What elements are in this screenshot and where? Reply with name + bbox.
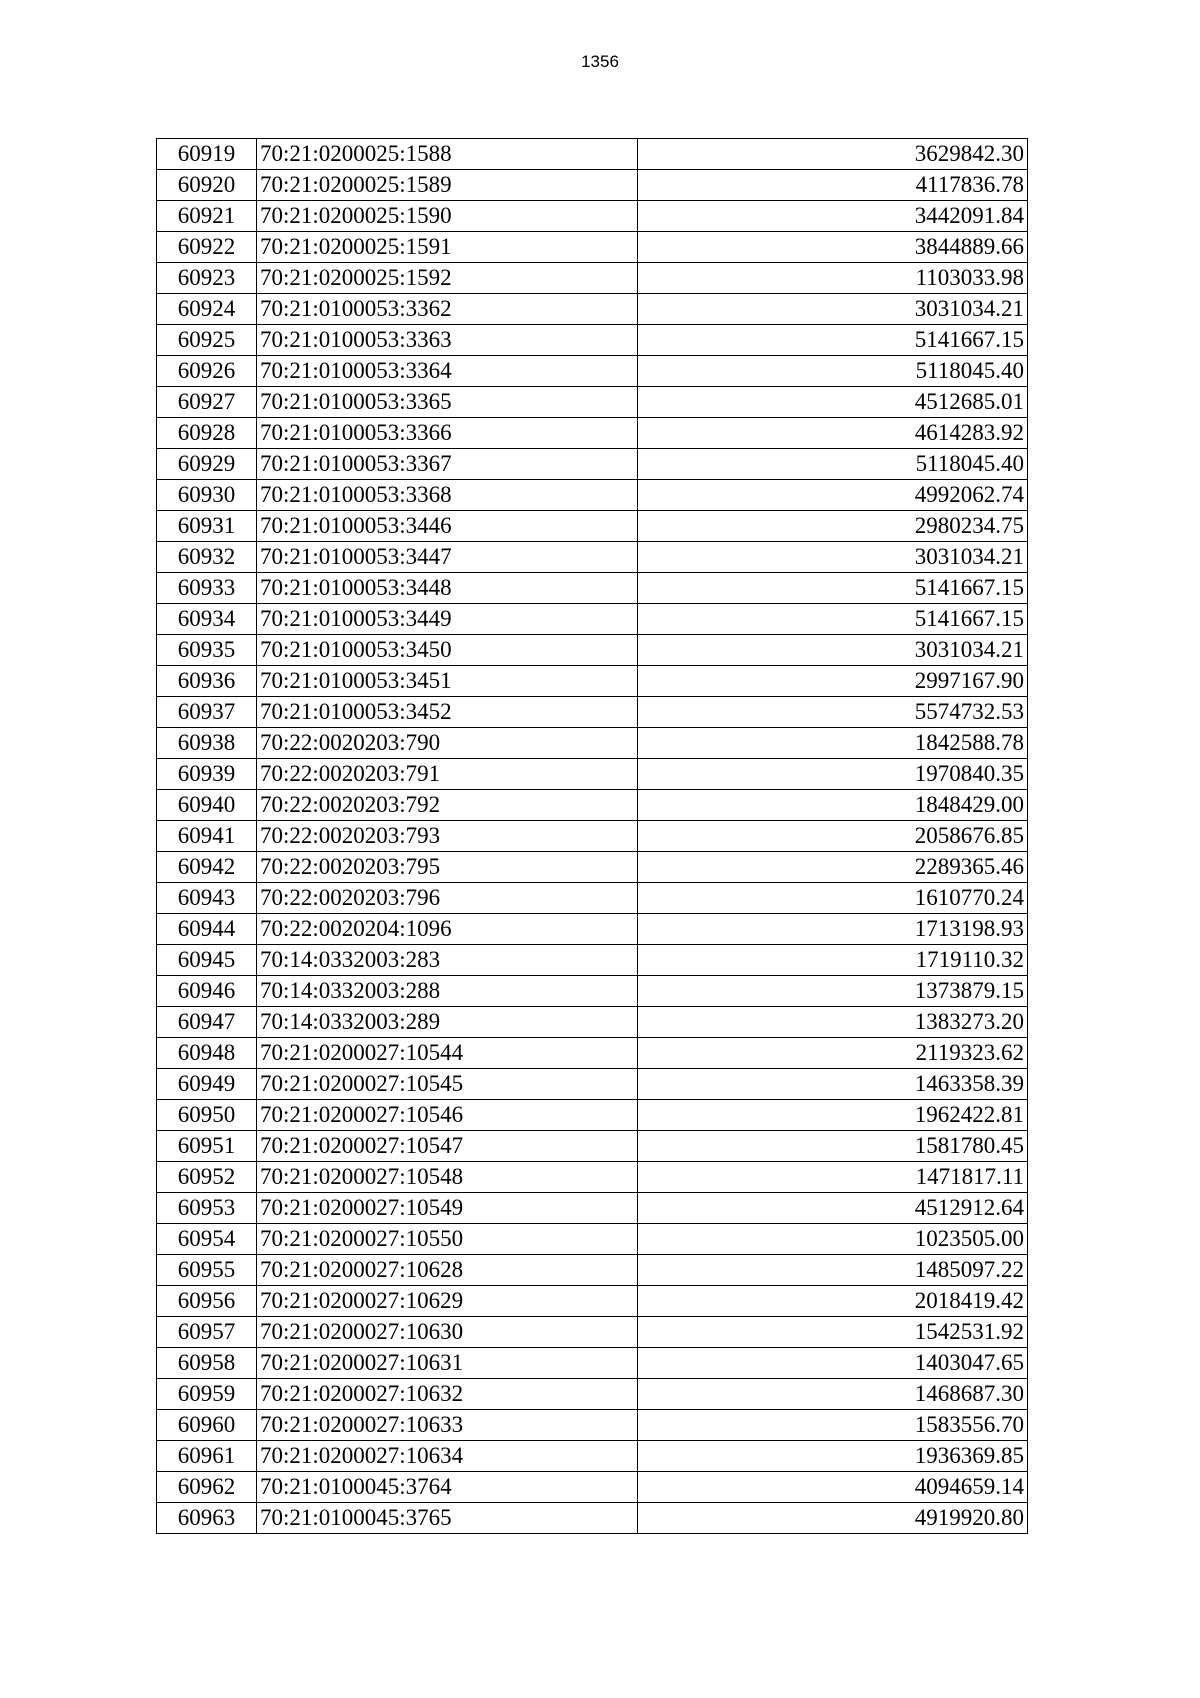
value-cell: 1373879.15 [638,976,1028,1007]
cadastral-number-cell: 70:21:0200027:10633 [257,1410,638,1441]
table-row [157,604,1028,635]
table-row [157,387,1028,418]
cadastral-number-cell: 70:14:0332003:288 [257,976,638,1007]
cadastral-number-cell: 70:21:0200027:10629 [257,1286,638,1317]
row-number-cell: 60928 [157,418,257,449]
table-row [157,1348,1028,1379]
value-cell: 5141667.15 [638,325,1028,356]
cadastral-number-cell: 70:21:0200027:10547 [257,1131,638,1162]
row-number-cell: 60951 [157,1131,257,1162]
row-number-cell: 60925 [157,325,257,356]
page-number: 1356 [581,52,619,71]
cadastral-number-cell: 70:21:0100053:3448 [257,573,638,604]
value-cell: 4094659.14 [638,1472,1028,1503]
cadastral-number-cell: 70:22:0020203:790 [257,728,638,759]
cadastral-number-cell: 70:22:0020203:793 [257,821,638,852]
table-row [157,263,1028,294]
row-number-cell: 60930 [157,480,257,511]
table-row [157,573,1028,604]
value-cell: 3629842.30 [638,139,1028,170]
table-row [157,1379,1028,1410]
row-number-cell: 60960 [157,1410,257,1441]
value-cell: 2980234.75 [638,511,1028,542]
table-row [157,1224,1028,1255]
table-row [157,542,1028,573]
table-row [157,139,1028,170]
table-row [157,914,1028,945]
row-number-cell: 60926 [157,356,257,387]
cadastral-number-cell: 70:21:0100053:3365 [257,387,638,418]
row-number-cell: 60938 [157,728,257,759]
table-row [157,1410,1028,1441]
value-cell: 5141667.15 [638,573,1028,604]
row-number-cell: 60920 [157,170,257,201]
table-row [157,201,1028,232]
cadastral-number-cell: 70:21:0100053:3368 [257,480,638,511]
table-row [157,294,1028,325]
value-cell: 3031034.21 [638,294,1028,325]
table-row [157,480,1028,511]
value-cell: 1848429.00 [638,790,1028,821]
table-row [157,635,1028,666]
cadastral-number-cell: 70:22:0020203:792 [257,790,638,821]
table-row [157,511,1028,542]
table-row [157,883,1028,914]
table-row [157,976,1028,1007]
cadastral-number-cell: 70:21:0100053:3452 [257,697,638,728]
value-cell: 1610770.24 [638,883,1028,914]
row-number-cell: 60927 [157,387,257,418]
value-cell: 1583556.70 [638,1410,1028,1441]
cadastral-number-cell: 70:21:0200025:1591 [257,232,638,263]
row-number-cell: 60931 [157,511,257,542]
row-number-cell: 60934 [157,604,257,635]
value-cell: 5118045.40 [638,356,1028,387]
value-cell: 2018419.42 [638,1286,1028,1317]
row-number-cell: 60956 [157,1286,257,1317]
table-row [157,1286,1028,1317]
cadastral-number-cell: 70:22:0020204:1096 [257,914,638,945]
row-number-cell: 60922 [157,232,257,263]
row-number-cell: 60954 [157,1224,257,1255]
value-cell: 4992062.74 [638,480,1028,511]
value-cell: 1970840.35 [638,759,1028,790]
row-number-cell: 60919 [157,139,257,170]
value-cell: 4512685.01 [638,387,1028,418]
cadastral-number-cell: 70:21:0200027:10634 [257,1441,638,1472]
value-cell: 1468687.30 [638,1379,1028,1410]
table-row [157,1038,1028,1069]
value-cell: 2119323.62 [638,1038,1028,1069]
value-cell: 1542531.92 [638,1317,1028,1348]
value-cell: 1383273.20 [638,1007,1028,1038]
value-cell: 1463358.39 [638,1069,1028,1100]
cadastral-number-cell: 70:21:0200025:1592 [257,263,638,294]
cadastral-number-cell: 70:14:0332003:289 [257,1007,638,1038]
row-number-cell: 60939 [157,759,257,790]
cadastre-table [156,138,1028,1534]
table-row [157,232,1028,263]
cadastral-number-cell: 70:21:0100045:3765 [257,1503,638,1534]
row-number-cell: 60944 [157,914,257,945]
row-number-cell: 60923 [157,263,257,294]
row-number-cell: 60959 [157,1379,257,1410]
cadastral-number-cell: 70:21:0100053:3367 [257,449,638,480]
row-number-cell: 60953 [157,1193,257,1224]
value-cell: 1962422.81 [638,1100,1028,1131]
row-number-cell: 60946 [157,976,257,1007]
table-row [157,945,1028,976]
table-row [157,852,1028,883]
value-cell: 5141667.15 [638,604,1028,635]
value-cell: 1103033.98 [638,263,1028,294]
cadastral-number-cell: 70:21:0200025:1589 [257,170,638,201]
cadastral-number-cell: 70:21:0200027:10546 [257,1100,638,1131]
value-cell: 1023505.00 [638,1224,1028,1255]
value-cell: 1485097.22 [638,1255,1028,1286]
table-row [157,1007,1028,1038]
cadastral-number-cell: 70:21:0200027:10630 [257,1317,638,1348]
table-row [157,356,1028,387]
cadastral-number-cell: 70:21:0200027:10545 [257,1069,638,1100]
value-cell: 1719110.32 [638,945,1028,976]
cadastral-number-cell: 70:21:0100053:3366 [257,418,638,449]
cadastral-number-cell: 70:21:0100053:3450 [257,635,638,666]
row-number-cell: 60932 [157,542,257,573]
table-row [157,697,1028,728]
cadastral-number-cell: 70:21:0200027:10549 [257,1193,638,1224]
table-row [157,1162,1028,1193]
row-number-cell: 60950 [157,1100,257,1131]
value-cell: 2289365.46 [638,852,1028,883]
cadastral-number-cell: 70:14:0332003:283 [257,945,638,976]
row-number-cell: 60945 [157,945,257,976]
table-row [157,728,1028,759]
table-row [157,1255,1028,1286]
row-number-cell: 60942 [157,852,257,883]
cadastral-number-cell: 70:21:0100053:3446 [257,511,638,542]
cadastral-number-cell: 70:21:0200027:10550 [257,1224,638,1255]
value-cell: 3031034.21 [638,542,1028,573]
cadastral-number-cell: 70:22:0020203:795 [257,852,638,883]
cadastral-number-cell: 70:21:0200027:10631 [257,1348,638,1379]
table-row [157,666,1028,697]
table-row [157,1441,1028,1472]
row-number-cell: 60948 [157,1038,257,1069]
value-cell: 3442091.84 [638,201,1028,232]
row-number-cell: 60962 [157,1472,257,1503]
table-body [157,139,1028,1534]
value-cell: 1842588.78 [638,728,1028,759]
cadastral-number-cell: 70:21:0100053:3447 [257,542,638,573]
row-number-cell: 60935 [157,635,257,666]
cadastral-number-cell: 70:21:0100053:3363 [257,325,638,356]
value-cell: 1471817.11 [638,1162,1028,1193]
table-row [157,821,1028,852]
row-number-cell: 60958 [157,1348,257,1379]
row-number-cell: 60929 [157,449,257,480]
cadastral-number-cell: 70:22:0020203:796 [257,883,638,914]
table-row [157,1131,1028,1162]
table-row [157,325,1028,356]
row-number-cell: 60924 [157,294,257,325]
table-row [157,759,1028,790]
table-row [157,790,1028,821]
value-cell: 5574732.53 [638,697,1028,728]
cadastral-number-cell: 70:21:0100053:3451 [257,666,638,697]
cadastral-number-cell: 70:22:0020203:791 [257,759,638,790]
table-row [157,1317,1028,1348]
table-row [157,1100,1028,1131]
value-cell: 2997167.90 [638,666,1028,697]
table-row [157,418,1028,449]
table-row [157,1472,1028,1503]
value-cell: 3844889.66 [638,232,1028,263]
cadastral-number-cell: 70:21:0200027:10544 [257,1038,638,1069]
value-cell: 1936369.85 [638,1441,1028,1472]
table-row [157,170,1028,201]
cadastral-number-cell: 70:21:0100053:3364 [257,356,638,387]
row-number-cell: 60941 [157,821,257,852]
row-number-cell: 60933 [157,573,257,604]
row-number-cell: 60936 [157,666,257,697]
row-number-cell: 60963 [157,1503,257,1534]
value-cell: 4512912.64 [638,1193,1028,1224]
cadastral-number-cell: 70:21:0200027:10632 [257,1379,638,1410]
table-row [157,1069,1028,1100]
value-cell: 3031034.21 [638,635,1028,666]
cadastral-number-cell: 70:21:0100053:3449 [257,604,638,635]
row-number-cell: 60940 [157,790,257,821]
value-cell: 4614283.92 [638,418,1028,449]
row-number-cell: 60952 [157,1162,257,1193]
cadastral-number-cell: 70:21:0100053:3362 [257,294,638,325]
row-number-cell: 60949 [157,1069,257,1100]
row-number-cell: 60961 [157,1441,257,1472]
row-number-cell: 60947 [157,1007,257,1038]
value-cell: 4919920.80 [638,1503,1028,1534]
table-row [157,1503,1028,1534]
value-cell: 1403047.65 [638,1348,1028,1379]
cadastral-number-cell: 70:21:0200027:10628 [257,1255,638,1286]
table-row [157,449,1028,480]
row-number-cell: 60955 [157,1255,257,1286]
cadastral-number-cell: 70:21:0200025:1590 [257,201,638,232]
table-row [157,1193,1028,1224]
row-number-cell: 60943 [157,883,257,914]
value-cell: 1581780.45 [638,1131,1028,1162]
value-cell: 2058676.85 [638,821,1028,852]
row-number-cell: 60957 [157,1317,257,1348]
cadastral-number-cell: 70:21:0100045:3764 [257,1472,638,1503]
cadastral-number-cell: 70:21:0200025:1588 [257,139,638,170]
row-number-cell: 60921 [157,201,257,232]
cadastral-number-cell: 70:21:0200027:10548 [257,1162,638,1193]
value-cell: 4117836.78 [638,170,1028,201]
row-number-cell: 60937 [157,697,257,728]
value-cell: 1713198.93 [638,914,1028,945]
value-cell: 5118045.40 [638,449,1028,480]
